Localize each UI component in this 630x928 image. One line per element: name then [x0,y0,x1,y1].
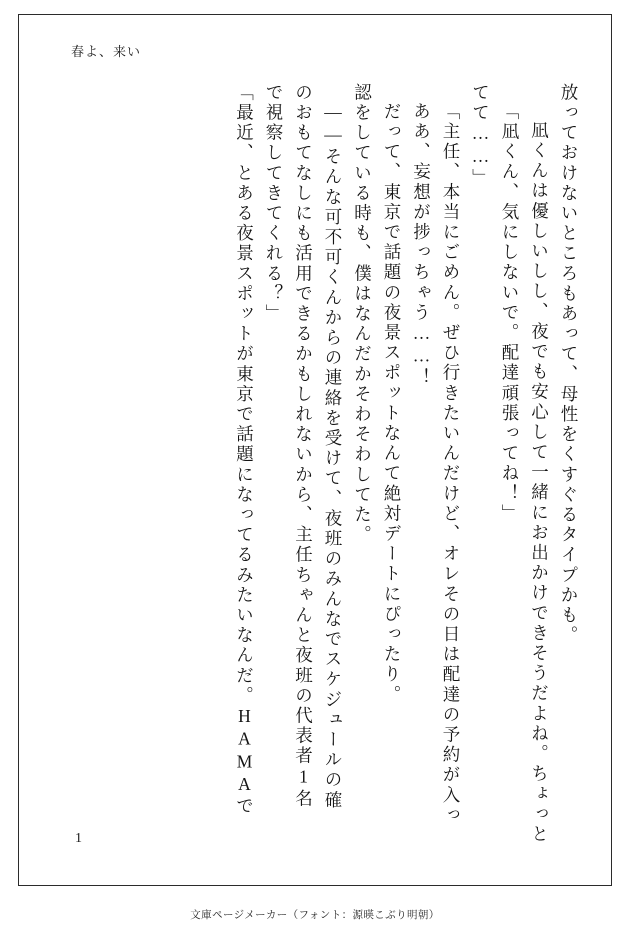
text-line: ああ、妄想が捗っちゃう……！ [411,102,432,389]
text-line: ――そんな可不可くんからの連絡を受けて、夜班のみんなでスケジュールの確 [323,102,343,811]
text-line: 認をしている時も、僕はなんだかそわそわしてた。 [352,83,373,546]
page-content [19,15,611,885]
text-line: 「最近、とある夜景スポットが東京で話題になってるみたいなんだ。HAMAで [234,83,255,817]
text-line: 放っておけないところもあって、母性をくすぐるタイプかも。 [559,83,579,646]
text-line: 「主任、本当にごめん。ぜひ行きたいんだけど、オレその日は配達の予約が入っ [441,102,461,826]
document-page [18,14,612,886]
text-line: のおもてなしにも活用できるかもしれないから、主任ちゃんと夜班の代表者1名 [293,83,314,810]
text-line: で視察してきてくれる？」 [264,83,284,325]
page-number: 1 [75,831,82,846]
text-line: てて……」 [470,83,491,189]
footer-credit: 文庫ページメーカー（フォント：源暎こぶり明朝） [190,910,440,921]
text-line: 「凪くん、気にしないで。配達頑張ってね！」 [500,102,520,525]
text-line: だって、東京で話題の夜景スポットなんて絶対デートにぴったり。 [382,102,402,705]
text-line: 凪くんは優しいしし、夜でも安心して一緒にお出かけできそうだよね。ちょっと [529,121,550,845]
page-title: 春よ、来い [71,44,142,59]
vertical-text-body [223,83,579,845]
